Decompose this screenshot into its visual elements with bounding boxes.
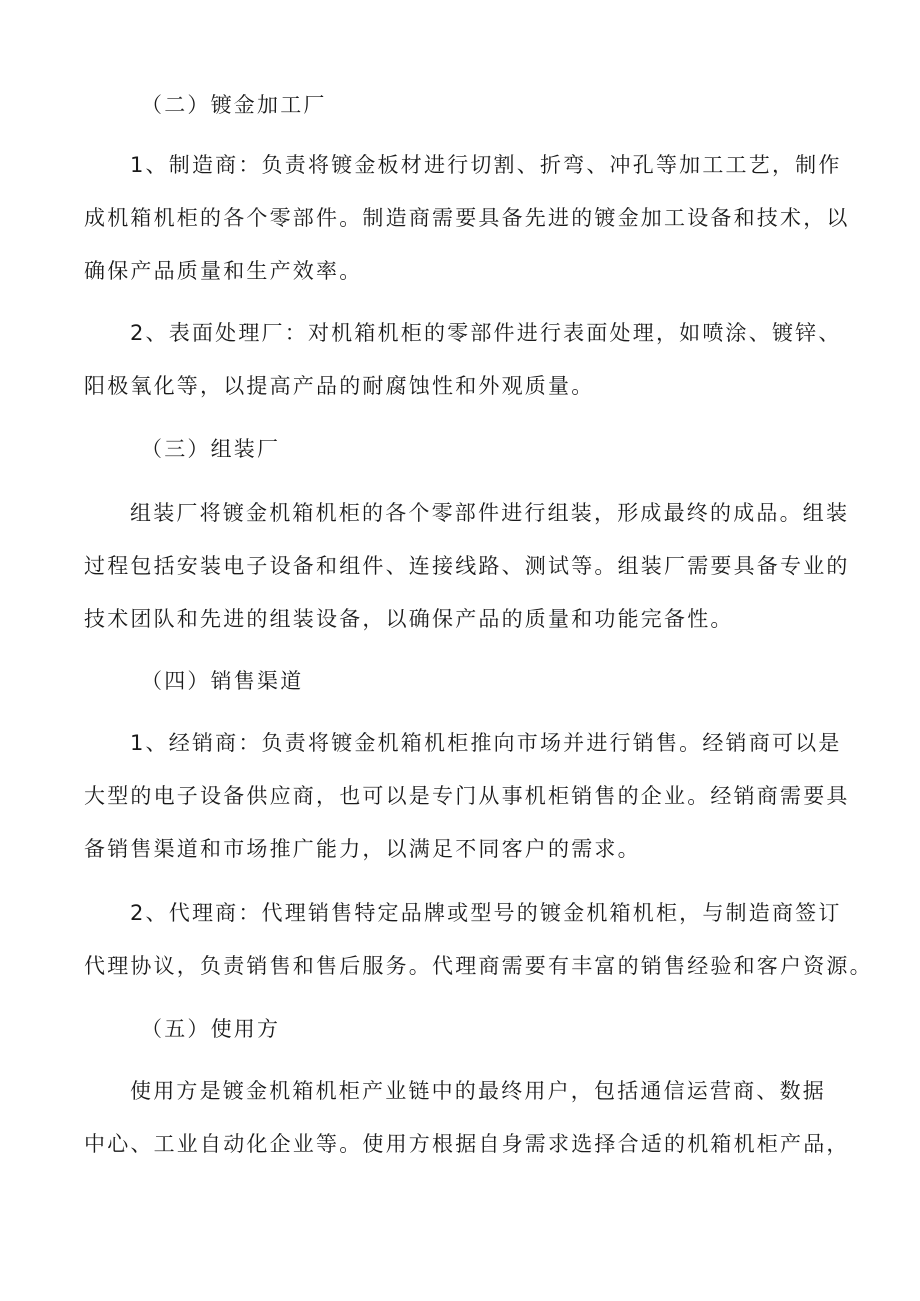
paragraph-distributor (84, 728, 854, 887)
paragraph-line: 组装厂将镀金机箱机柜的各个零部件进行组装，形成最终的成品。组装 (130, 501, 850, 525)
paragraph-line: 过程包括安装电子设备和组件、连接线路、测试等。组装厂需要具备专业的 (84, 554, 850, 578)
paragraph-line: 阳极氧化等，以提高产品的耐腐蚀性和外观质量。 (84, 374, 595, 398)
paragraph-line: 成机箱机柜的各个零部件。制造商需要具备先进的镀金加工设备和技术，以 (84, 206, 850, 230)
paragraph-assembly (84, 498, 854, 657)
paragraph-line: 大型的电子设备供应商，也可以是专门从事机柜销售的企业。经销商需要具 (84, 784, 850, 808)
paragraph-line: 2、代理商：代理销售特定品牌或型号的镀金机箱机柜，与制造商签订 (130, 901, 842, 925)
paragraph-line: 1、制造商：负责将镀金板材进行切割、折弯、冲孔等加工工艺，制作 (130, 153, 842, 177)
paragraph-line: 备销售渠道和市场推广能力，以满足不同客户的需求。 (84, 837, 641, 861)
paragraph-line: 技术团队和先进的组装设备，以确保产品的质量和功能完备性。 (84, 607, 734, 631)
section-heading-5: （五）使用方 (141, 1017, 281, 1041)
paragraph-manufacturer (84, 150, 854, 309)
section-heading-3: （三）组装厂 (141, 437, 281, 461)
paragraph-agent (84, 898, 873, 1004)
paragraph-surface-treatment (84, 318, 854, 424)
paragraph-line: 代理协议，负责销售和售后服务。代理商需要有丰富的销售经验和客户资源。 (84, 954, 873, 978)
paragraph-line: 2、表面处理厂：对机箱机柜的零部件进行表面处理，如喷涂、镀锌、 (130, 321, 842, 345)
paragraph-line: 使用方是镀金机箱机柜产业链中的最终用户，包括通信运营商、数据 (130, 1079, 826, 1103)
paragraph-line: 1、经销商：负责将镀金机箱机柜推向市场并进行销售。经销商可以是 (130, 731, 842, 755)
paragraph-end-user (84, 1076, 854, 1182)
section-heading-2: （二）镀金加工厂 (141, 93, 327, 117)
paragraph-line: 确保产品质量和生产效率。 (84, 259, 363, 283)
section-heading-4: （四）销售渠道 (141, 669, 304, 693)
paragraph-line: 中心、工业自动化企业等。使用方根据自身需求选择合适的机箱机柜产品， (84, 1132, 850, 1156)
